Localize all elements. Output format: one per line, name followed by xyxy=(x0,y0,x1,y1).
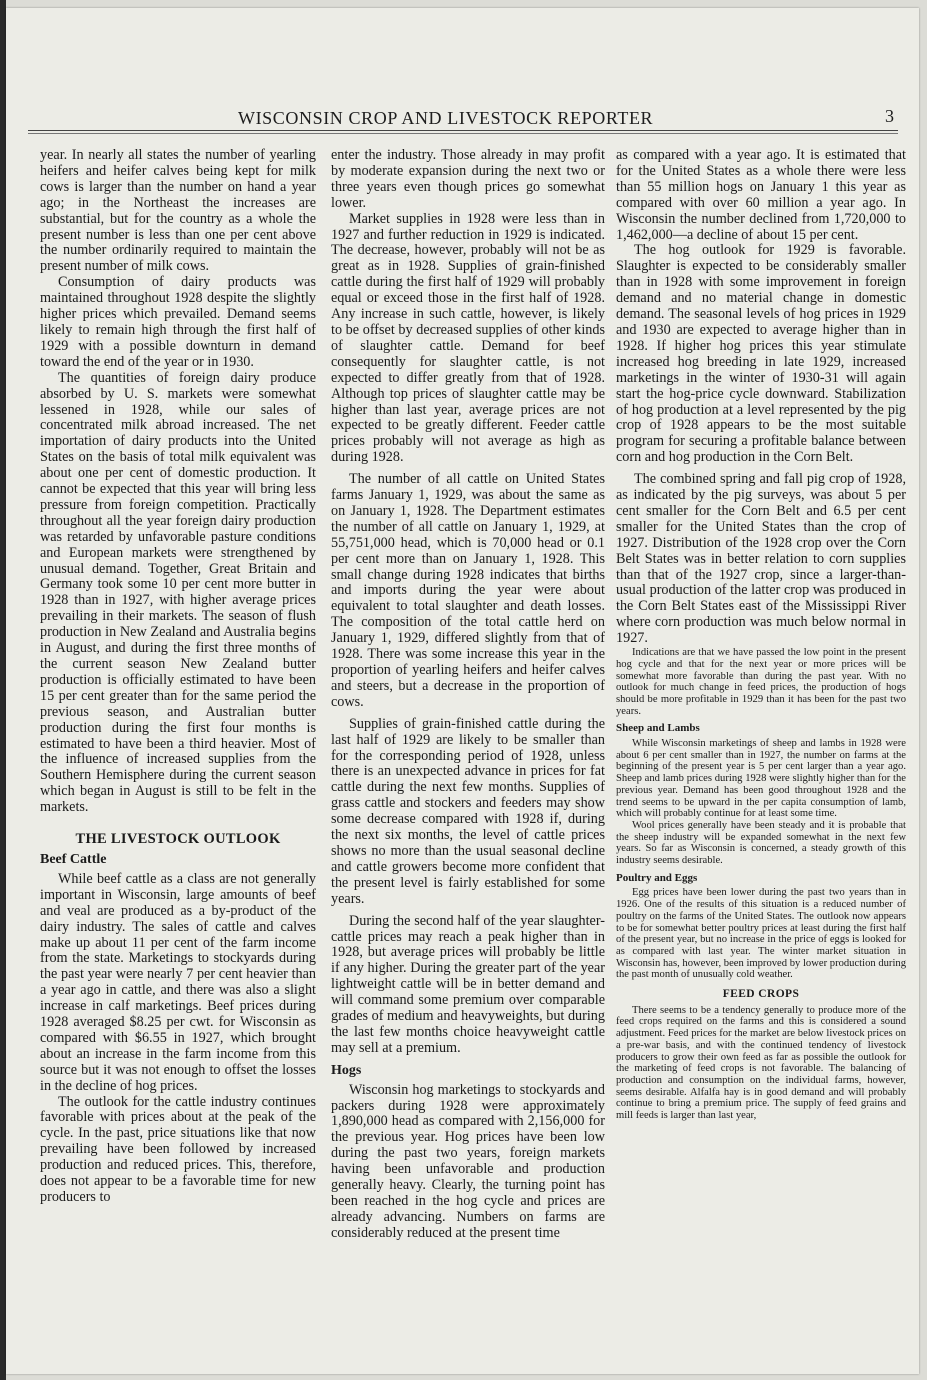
paragraph: year. In nearly all states the number of yearling heifers and heifer calves being kept for milk cows is larger than the number on hand a year ago; in the Northeast the increases are substantial, but for the country as a whole the present number is less than one per cent above the number ordinarily required to maintain the present number of milk cows. xyxy=(40,147,316,275)
section-heading: FEED CROPS xyxy=(722,988,800,1001)
paragraph: Indications are that we have passed the low point in the present hog cycle and that for the next year or more prices will be somewhat more favorable than during the past year. With no outlook for much change in feed prices, the production of hogs should be more profitable in 1929 than it has been for the past two years. xyxy=(616,647,906,717)
paragraph: as compared with a year ago. It is estimated that for the United States as a whole there were less than 55 million hogs on January 1 this year as compared with over 60 million a year ago. In Wisconsin the number declined from 1,720,000 to 1,462,000—a decline of about 15 per cent. xyxy=(616,147,906,243)
paragraph: Market supplies in 1928 were less than in 1927 and further reduction in 1929 is indicated. The decrease, however, probably will not be as great as in 1928. Supplies of grain-finished cattle during the first half of 1929 will probably equal or exceed those in the first half of 1928. Any increase in such cattle, however, is likely to be offset by decreased supplies of other kinds of slaughter cattle. Demand for beef consequently for slaughter cattle, is not expected to differ greatly from that of 1928. Although top prices of slaughter cattle may be higher than last year, average prices are not expected to be greatly different. Feeder cattle prices probably will not average as high as during 1928. xyxy=(331,210,605,466)
paragraph: While Wisconsin marketings of sheep and lambs in 1928 were about 6 per cent smaller than in 1927, the number on farms at the beginning of the present year is 5 per cent larger than a year ago. Sheep and lamb prices during 1928 were slightly higher than for the previous year. Demand has been good throughout 1928 and the trend seems to be upward in the per capita consumption of lamb, which will probably continue for at least some time. xyxy=(616,738,906,820)
page-number: 3 xyxy=(885,106,894,126)
small-print-section xyxy=(616,647,906,1122)
paragraph: The outlook for the cattle industry continues favorable with prices about at the peak of the cycle. In the past, price situations like that now prevailing have been followed by increased production and reduced prices. This, therefore, does not appear to be a favorable time for new producers to xyxy=(40,1093,316,1205)
paragraph: The hog outlook for 1929 is favorable. Slaughter is expected to be considerably smaller than in 1928 with some improvement in foreign demand and no material change in domestic demand. The seasonal levels of hog prices in 1929 and 1930 are expected to average higher than in 1928. If higher hog prices this year stimulate increased hog breeding in late 1929, increased marketings in the winter of 1930-31 will again start the hog-price cycle downward. Stabilization of hog production at a level represented by the pig crop of 1928 appears to be the most suitable program for securing a profitable balance between corn and hog production in the Corn Belt. xyxy=(616,242,906,466)
paragraph: Wool prices generally have been steady and it is probable that the sheep industry will be expanded somewhat in the next few years. So far as Wisconsin is concerned, a steady growth of this industry seems desirable. xyxy=(616,819,906,867)
paragraph: There seems to be a tendency generally to produce more of the feed crops required on the farms and this is considered a sound adjustment. Feed prices for the market are below livestock prices on a pre-war basis, and with the continued tendency of livestock producers to grow their own feed as far as possible the outlook for the marketing of feed crops is not favorable. The balancing of production and consumption on the individual farms, however, seems desirable. Alfalfa hay is in good demand and will probably continue to bring a premium price. The supply of feed grains and mill feeds is larger than last year, xyxy=(616,1004,906,1122)
paragraph: Wisconsin hog marketings to stockyards and packers during 1928 were approximately 1,890,000 head as compared with 2,156,000 for the previous year. Hog prices have been low during the past two years, foreign markets having been unfavorable and production generally heavy. Clearly, the turning point has been reached in the hog cycle and prices are already advancing. Numbers on farms are considerably reduced at the present time xyxy=(331,1081,605,1241)
subsection-heading: Sheep and Lambs xyxy=(616,722,700,735)
paragraph: During the second half of the year slaughter-cattle prices may reach a peak higher than in 1928, but average prices will probably be little if any higher. During the greater part of the year lightweight cattle will be in better demand and will command some premium over comparable grades of medium and heavyweights, but during the last few months choice heavyweight cattle may sell at a premium. xyxy=(331,912,605,1056)
paragraph: Egg prices have been lower during the past two years than in 1926. One of the results of this situation is a reduced number of poultry on the farms of the United States. The outlook now appears to be for somewhat better poultry prices at least during the first half of the present year, but no increase in the price of eggs is looked for as compared with last year. The winter market situation in Wisconsin has, however, been improved by lower production during the past month of unusually cold weather. xyxy=(616,887,906,981)
running-head: WISCONSIN CROP AND LIVESTOCK REPORTER xyxy=(238,108,654,128)
column-2 xyxy=(331,148,605,1242)
header-rule xyxy=(28,130,898,131)
paragraph: The combined spring and fall pig crop of 1928, as indicated by the pig surveys, was about 5 per cent smaller for the Corn Belt and 6.5 per cent smaller for the United States than the crop of 1927. Distribution of the 1928 crop over the Corn Belt States was in better relation to corn supplies than that of the 1927 crop, since a larger-than-usual production of the latter crop was produced in the Corn Belt States east of the Mississippi River where corn production was much below normal in 1927. xyxy=(616,471,906,647)
paragraph: While beef cattle as a class are not generally important in Wisconsin, large amounts of beef and veal are produced as a by-product of the dairy industry. The sales of cattle and calves make up about 11 per cent of the farm income from the state. Marketings to stockyards during the past year were nearly 7 per cent heavier than a year ago in cattle, and there was also a slight increase in calf marketings. Beef prices during 1928 averaged $8.25 per cwt. for Wisconsin as compared with $6.55 in 1927, which brought about an increase in the farm income from this source but it was not enough to offset the losses in the decline of hog prices. xyxy=(40,870,316,1094)
paragraph: The quantities of foreign dairy produce absorbed by U. S. markets were somewhat lessened in 1928, while our sales of concentrated milk abroad increased. The net importation of dairy products into the United States on the basis of total milk equivalent was about one per cent of domestic production. It cannot be expected that this year will bring less pressure from foreign competition. Practically throughout all the year foreign dairy production was retarded by unfavorable pasture conditions and European markets were strengthened by unusual demand. Together, Great Britain and Germany took some 10 per cent more butter in 1928 than in 1927, with higher average prices prevailing in their markets. The season of flush production in New Zealand and Australia begins in August, and during the first three months of the current season New Zealand butter production is officially estimated to have been 15 per cent greater than for the same period the previous season, and Australian butter production during the first four months is estimated to have been a third heavier. Most of the influence of increased supplies from the Southern Hemisphere during the current season which began in August is still to be felt in the markets. xyxy=(40,369,316,816)
section-heading: THE LIVESTOCK OUTLOOK xyxy=(75,831,281,848)
column-3 xyxy=(616,148,906,1122)
column-1 xyxy=(40,148,316,1206)
paragraph: enter the industry. Those already in may profit by moderate expansion during the next two or three years even though prices go somewhat lower. xyxy=(331,147,605,211)
subsection-heading: Poultry and Eggs xyxy=(616,871,698,884)
page-header xyxy=(28,100,898,136)
paragraph: The number of all cattle on United States farms January 1, 1929, was about the same as on January 1, 1928. The Department estimates the number of all cattle on January 1, 1929, at 55,751,000 head, which is 70,000 head or 0.1 per cent more than on January 1, 1928. This small change during 1928 indicates that births and imports during the year were about equivalent to total slaughter and death losses. The composition of the total cattle herd on January 1, 1929, differed slightly from that of 1928. There was some increase this year in the proportion of yearling heifers and heifer calves and steers, but a decrease in the proportion of cows. xyxy=(331,471,605,710)
subsection-heading: Beef Cattle xyxy=(40,851,107,867)
header-rule-lower xyxy=(28,133,898,134)
subsection-heading: Hogs xyxy=(331,1062,362,1078)
paragraph: Supplies of grain-finished cattle during the last half of 1929 are likely to be smaller than for the corresponding period of 1928, unless there is an unexpected advance in prices for fat cattle during the next few months. Supplies of grass cattle and stockers and feeders may show some decrease compared with 1928 if, during the next six months, the level of cattle prices shows no more than the usual seasonal decline and cattle growers become more confident that the present level is fairly established for some years. xyxy=(331,715,605,907)
paragraph: Consumption of dairy products was maintained throughout 1928 despite the slightly higher prices which prevailed. Demand seems likely to remain high through the first half of 1929 with a possible downturn in demand toward the end of the year or in 1930. xyxy=(40,274,316,370)
